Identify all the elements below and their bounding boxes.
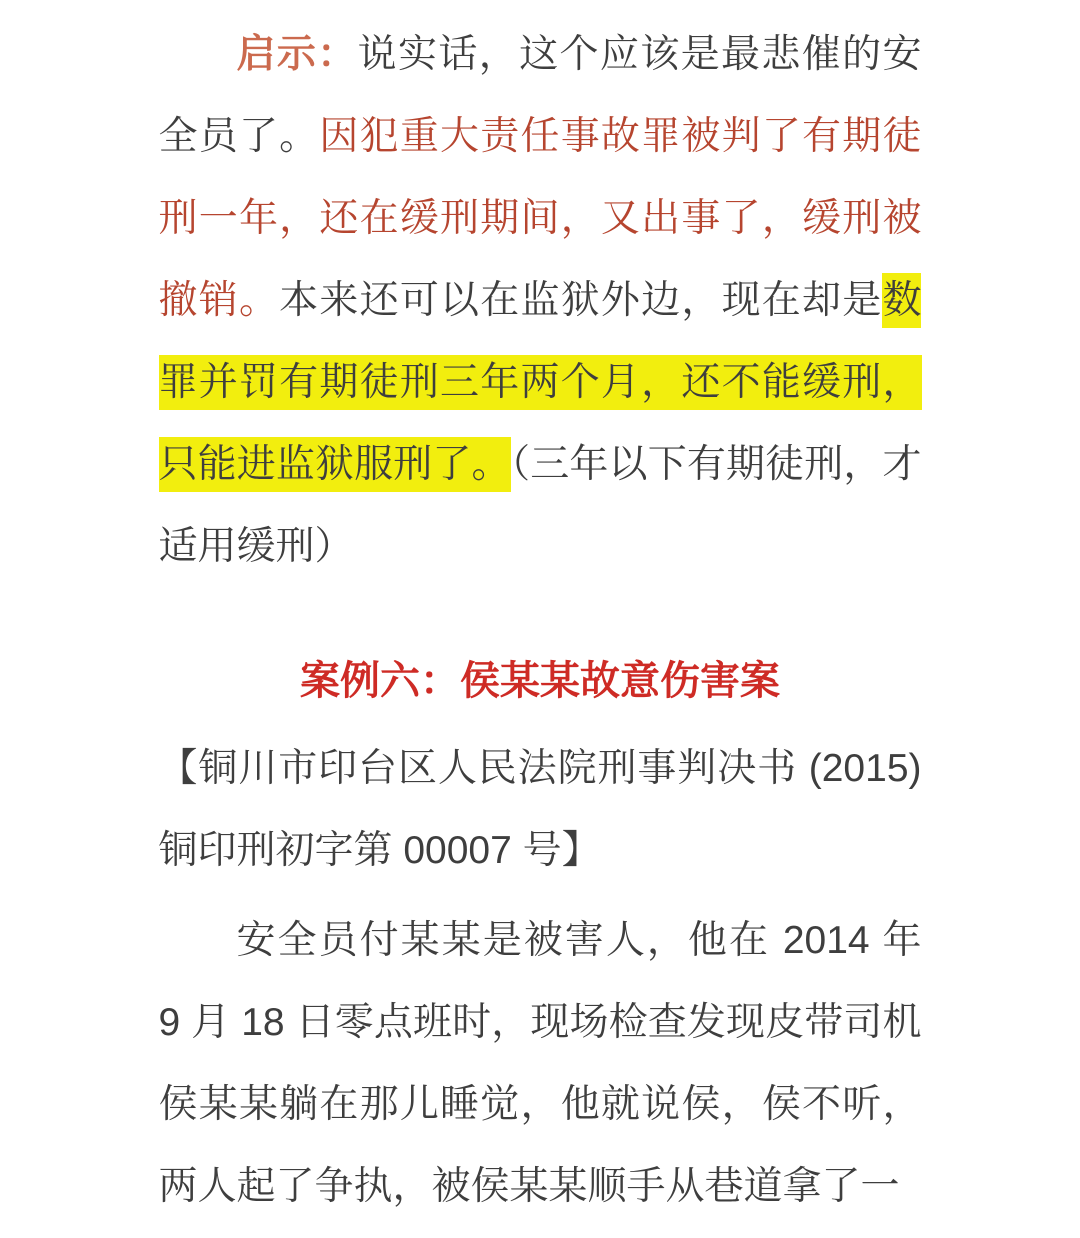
- transition-text: 本来还可以在监狱外边，现在却是: [279, 279, 883, 322]
- court-judgment-citation: 【铜川市印台区人民法院刑事判决书 (2015) 铜印刑初字第 00007 号】: [158, 747, 922, 872]
- case-detail-paragraph: 安全员付某某是被害人，他在 2014 年 9 月 18 日零点班时，现场检查发现皮带司机侯某某躺在那儿睡觉，他就说侯，侯不听，两人起了争执，被侯某某顺手从巷道拿了一: [158, 919, 922, 1208]
- article-body: [159, 0, 922, 1228]
- insight-label: 启示：: [236, 33, 358, 76]
- sentence-emphasis-text: 因犯重大责任事故罪被判了有期徒刑一年，还在缓刑期间，又出事了，缓刑被撤销。: [158, 115, 922, 322]
- case-heading: 案例六：侯某某故意伤害案: [300, 659, 780, 703]
- parenthetical-note: （三年以下有期徒刑，才适用缓刑）: [158, 443, 922, 568]
- insight-paragraph: [159, 14, 922, 588]
- insight-intro-text: 说实话，这个应该是最悲催的安全员了。: [158, 33, 922, 158]
- highlighted-penalty-text: 数罪并罚有期徒刑三年两个月，还不能缓刑，只能进监狱服刑了。: [159, 273, 922, 492]
